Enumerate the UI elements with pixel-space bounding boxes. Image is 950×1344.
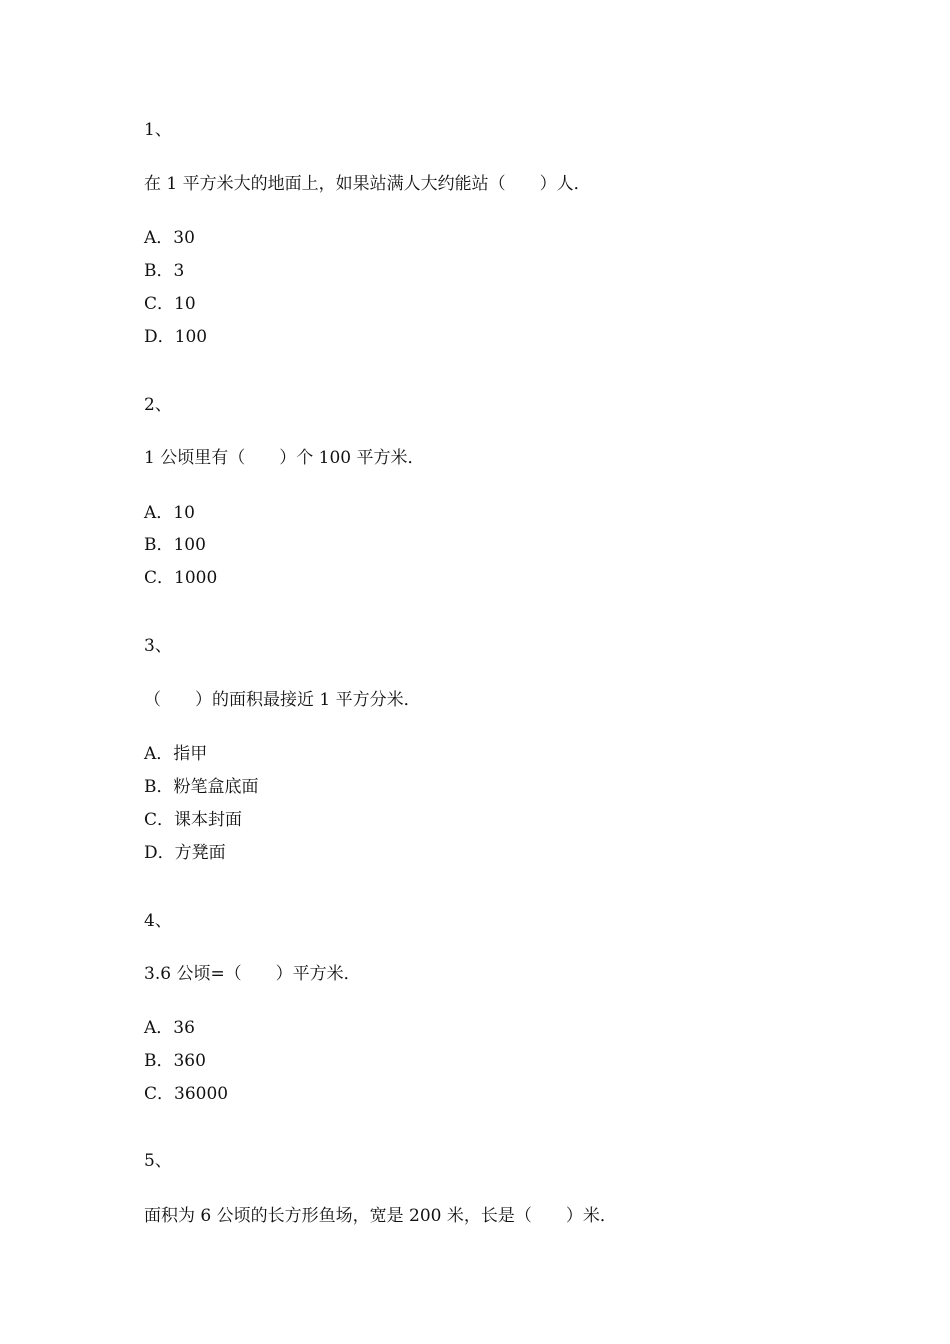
question-2-text: 1 公顷里有（ ）个 100 平方米． <box>144 448 425 468</box>
question-3-option-a: A．指甲 <box>144 744 208 764</box>
question-2-option-c: C．1000 <box>144 568 218 588</box>
question-3-number: 3、 <box>144 636 172 656</box>
question-4-option-a: A．36 <box>144 1018 195 1038</box>
question-3-option-c: C．课本封面 <box>144 810 243 830</box>
question-2-option-a: A．10 <box>144 503 195 523</box>
question-1-option-b: B．3 <box>144 261 185 281</box>
question-1-option-d: D．100 <box>144 327 208 347</box>
question-3-text: （ ）的面积最接近 1 平方分米． <box>144 690 421 710</box>
question-1-option-a: A．30 <box>144 228 195 248</box>
question-4-number: 4、 <box>144 911 172 931</box>
question-1-option-c: C．10 <box>144 294 196 314</box>
question-1-number: 1、 <box>144 120 172 140</box>
question-2-option-b: B．100 <box>144 535 206 555</box>
question-2-number: 2、 <box>144 395 172 415</box>
question-1-text: 在 1 平方米大的地面上，如果站满人大约能站（ ）人． <box>144 174 591 194</box>
question-5-number: 5、 <box>144 1151 172 1171</box>
question-4-text: 3.6 公顷=（ ）平方米． <box>144 964 361 984</box>
question-3-option-d: D．方凳面 <box>144 843 226 863</box>
question-4-option-c: C．36000 <box>144 1084 229 1104</box>
question-4-option-b: B．360 <box>144 1051 206 1071</box>
question-5-text: 面积为 6 公顷的长方形鱼场，宽是 200 米，长是（ ）米． <box>144 1206 617 1226</box>
question-3-option-b: B．粉笔盒底面 <box>144 777 259 797</box>
